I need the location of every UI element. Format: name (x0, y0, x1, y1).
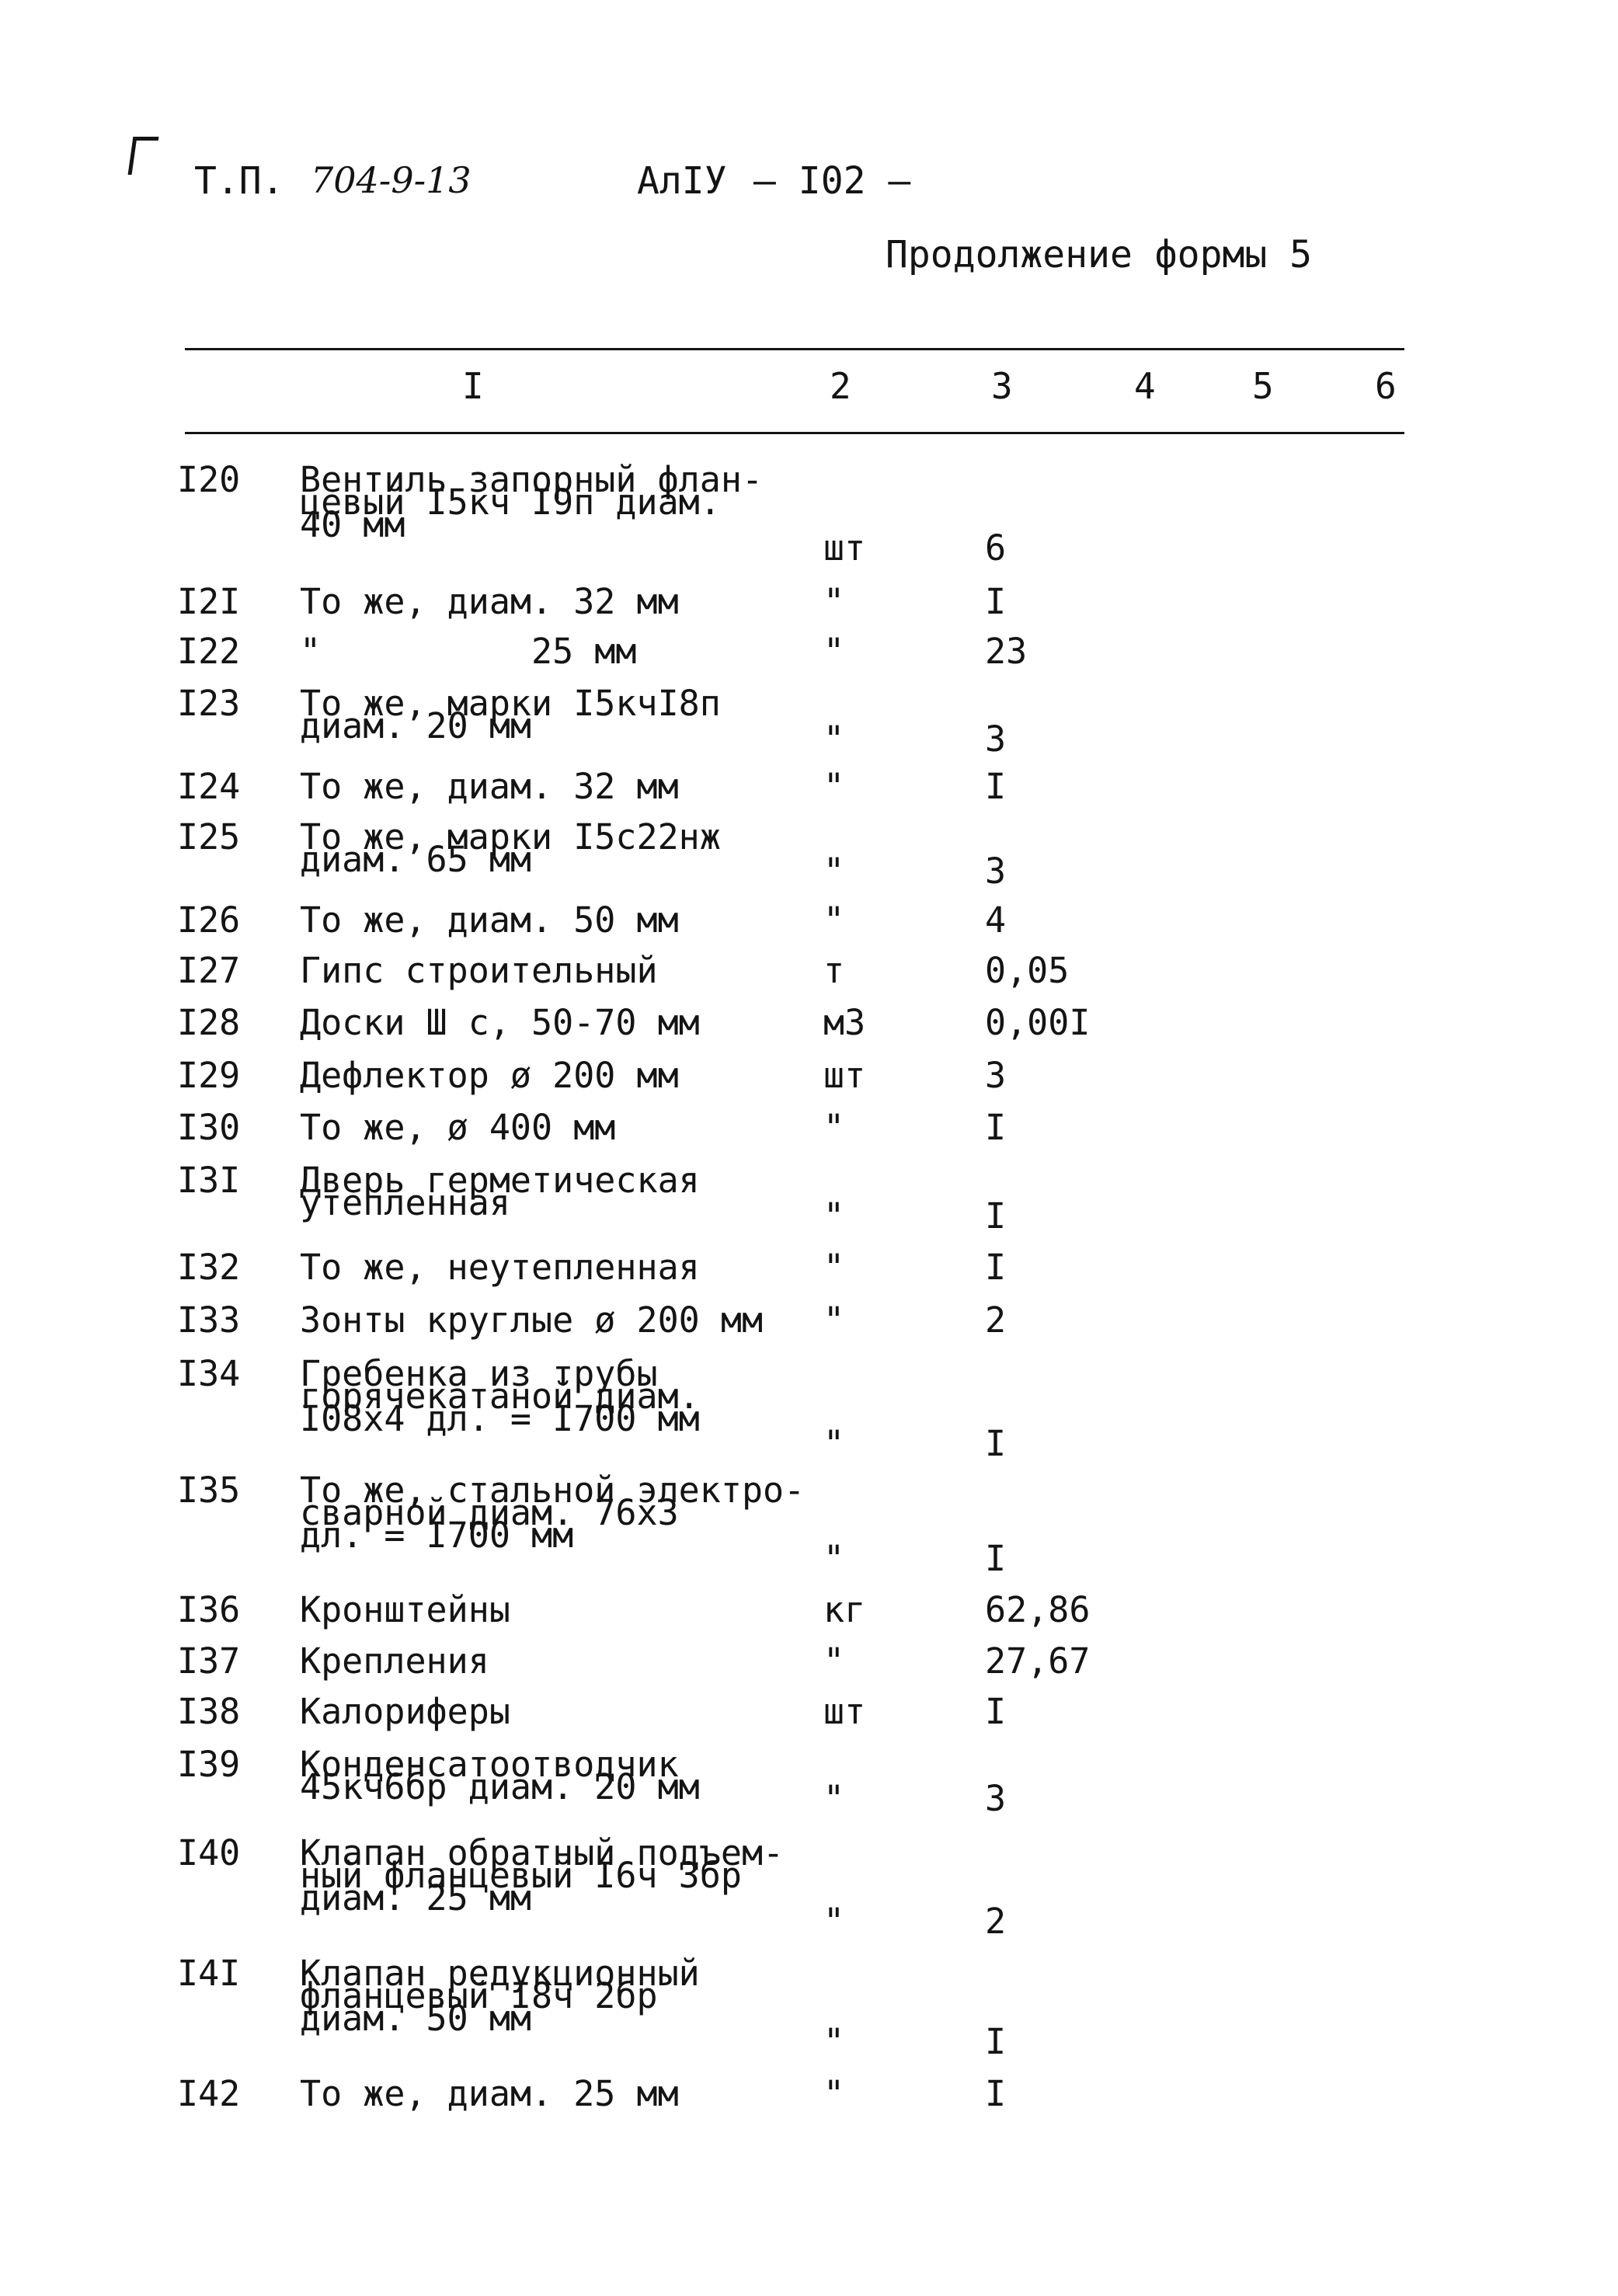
item-quantity: 2 (985, 1299, 1007, 1341)
item-quantity: I (985, 1691, 1007, 1732)
row-number: I39 (177, 1744, 241, 1785)
table-top-rule (185, 348, 1404, 350)
item-unit: " (823, 1901, 845, 1942)
item-unit: шт (823, 1055, 866, 1096)
row-number: I2I (177, 581, 241, 622)
row-number: I37 (177, 1640, 241, 1682)
item-quantity: 0,00I (985, 1002, 1091, 1043)
item-quantity: 62,86 (985, 1589, 1091, 1630)
item-unit: " (823, 899, 845, 941)
table-header-rule (185, 432, 1404, 434)
column-header-1: I (462, 365, 484, 407)
row-number: I4I (177, 1953, 241, 1994)
column-header-4: 4 (1134, 365, 1156, 407)
row-number: I26 (177, 899, 241, 941)
item-quantity: I (985, 1423, 1007, 1464)
item-name: Гипс строительный (300, 950, 658, 991)
item-unit: м3 (823, 1002, 866, 1043)
row-number: I38 (177, 1691, 241, 1732)
item-name: То же, марки I5кчI8п диам. 20 мм (300, 683, 721, 746)
row-number: I34 (177, 1353, 241, 1394)
item-name: " 25 мм (300, 631, 637, 672)
item-quantity: I (985, 1538, 1007, 1579)
item-unit: " (823, 1195, 845, 1237)
item-quantity: 23 (985, 631, 1028, 672)
item-name: То же, диам. 25 мм (300, 2073, 679, 2114)
item-unit: " (823, 1423, 845, 1464)
item-unit: " (823, 581, 845, 622)
item-name: То же, диам. 32 мм (300, 581, 679, 622)
item-unit: " (823, 1640, 845, 1682)
row-number: I27 (177, 950, 241, 991)
item-name: То же, диам. 50 мм (300, 899, 679, 941)
item-name: То же, марки I5с22нж диам. 65 мм (300, 816, 721, 880)
row-number: I28 (177, 1002, 241, 1043)
tp-label: Т.П. (194, 159, 284, 203)
item-unit: " (823, 1778, 845, 1819)
row-number: I30 (177, 1107, 241, 1148)
item-unit: шт (823, 527, 866, 569)
item-unit: " (823, 1247, 845, 1288)
row-number: I35 (177, 1470, 241, 1511)
item-quantity: 6 (985, 527, 1007, 569)
item-name: Клапан редукционный фланцевый I8ч 2бр диам. 50 мм (300, 1953, 700, 2039)
item-quantity: 27,67 (985, 1640, 1091, 1682)
row-number: I40 (177, 1832, 241, 1873)
column-header-2: 2 (830, 365, 851, 407)
item-name: Крепления (300, 1640, 489, 1682)
row-number: I3I (177, 1160, 241, 1201)
row-number: I42 (177, 2073, 241, 2114)
row-number: I20 (177, 459, 241, 500)
item-name: Дефлектор ø 200 мм (300, 1055, 679, 1096)
item-unit: " (823, 718, 845, 760)
item-quantity: 3 (985, 1055, 1007, 1096)
row-number: I36 (177, 1589, 241, 1630)
item-name: Кронштейны (300, 1589, 510, 1630)
item-unit: " (823, 766, 845, 807)
item-quantity: 3 (985, 851, 1007, 892)
row-number: I25 (177, 816, 241, 858)
item-quantity: I (985, 2073, 1007, 2114)
item-unit: " (823, 1538, 845, 1579)
item-name: Дверь герметическая утепленная (300, 1160, 700, 1223)
row-number: I23 (177, 683, 241, 724)
item-name: То же, стальной электро- сварной диам. 76х3 дл. = I700 мм (300, 1470, 806, 1556)
item-name: Калориферы (300, 1691, 510, 1732)
item-name: Зонты круглые ø 200 мм (300, 1299, 764, 1341)
item-name: То же, диам. 32 мм (300, 766, 679, 807)
item-unit: " (823, 2073, 845, 2114)
item-unit: т (823, 950, 845, 991)
row-number: I33 (177, 1299, 241, 1341)
item-unit: " (823, 1107, 845, 1148)
item-unit: " (823, 2021, 845, 2062)
item-name: Гребенка из трубы горячекатаной диам. I08х4 дл. = I700 мм (300, 1353, 700, 1439)
item-unit: кг (823, 1589, 866, 1630)
item-quantity: I (985, 1247, 1007, 1288)
project-number: 704-9-13 (311, 159, 471, 201)
item-quantity: 0,05 (985, 950, 1070, 991)
item-name: Клапан обратный подъем- ный фланцевый I6ч 3бр диам. 25 мм (300, 1832, 785, 1919)
item-quantity: I (985, 1107, 1007, 1148)
item-unit: шт (823, 1691, 866, 1732)
item-unit: " (823, 631, 845, 672)
item-quantity: 3 (985, 718, 1007, 760)
item-name: Доски Ш с, 50-70 мм (300, 1002, 700, 1043)
corner-mark (128, 137, 159, 175)
item-name: Конденсатоотводчик 45кч6бр диам. 20 мм (300, 1744, 700, 1807)
row-number: I22 (177, 631, 241, 672)
row-number: I29 (177, 1055, 241, 1096)
item-name: То же, неутепленная (300, 1247, 700, 1288)
item-quantity: 4 (985, 899, 1007, 941)
album-code: АлIУ (637, 159, 727, 203)
continuation-note: Продолжение формы 5 (886, 233, 1313, 277)
row-number: I32 (177, 1247, 241, 1288)
item-quantity: I (985, 1195, 1007, 1237)
item-quantity: I (985, 2021, 1007, 2062)
item-quantity: I (985, 766, 1007, 807)
item-quantity: 3 (985, 1778, 1007, 1819)
item-unit: " (823, 851, 845, 892)
item-unit: " (823, 1299, 845, 1341)
item-quantity: I (985, 581, 1007, 622)
column-header-5: 5 (1252, 365, 1274, 407)
page-number: — I02 — (753, 159, 911, 203)
item-name: То же, ø 400 мм (300, 1107, 616, 1148)
item-name: Вентиль запорный флан- цевый I5кч I9п диам. 40 мм (300, 459, 764, 545)
item-quantity: 2 (985, 1901, 1007, 1942)
row-number: I24 (177, 766, 241, 807)
column-header-3: 3 (991, 365, 1013, 407)
column-header-6: 6 (1375, 365, 1397, 407)
